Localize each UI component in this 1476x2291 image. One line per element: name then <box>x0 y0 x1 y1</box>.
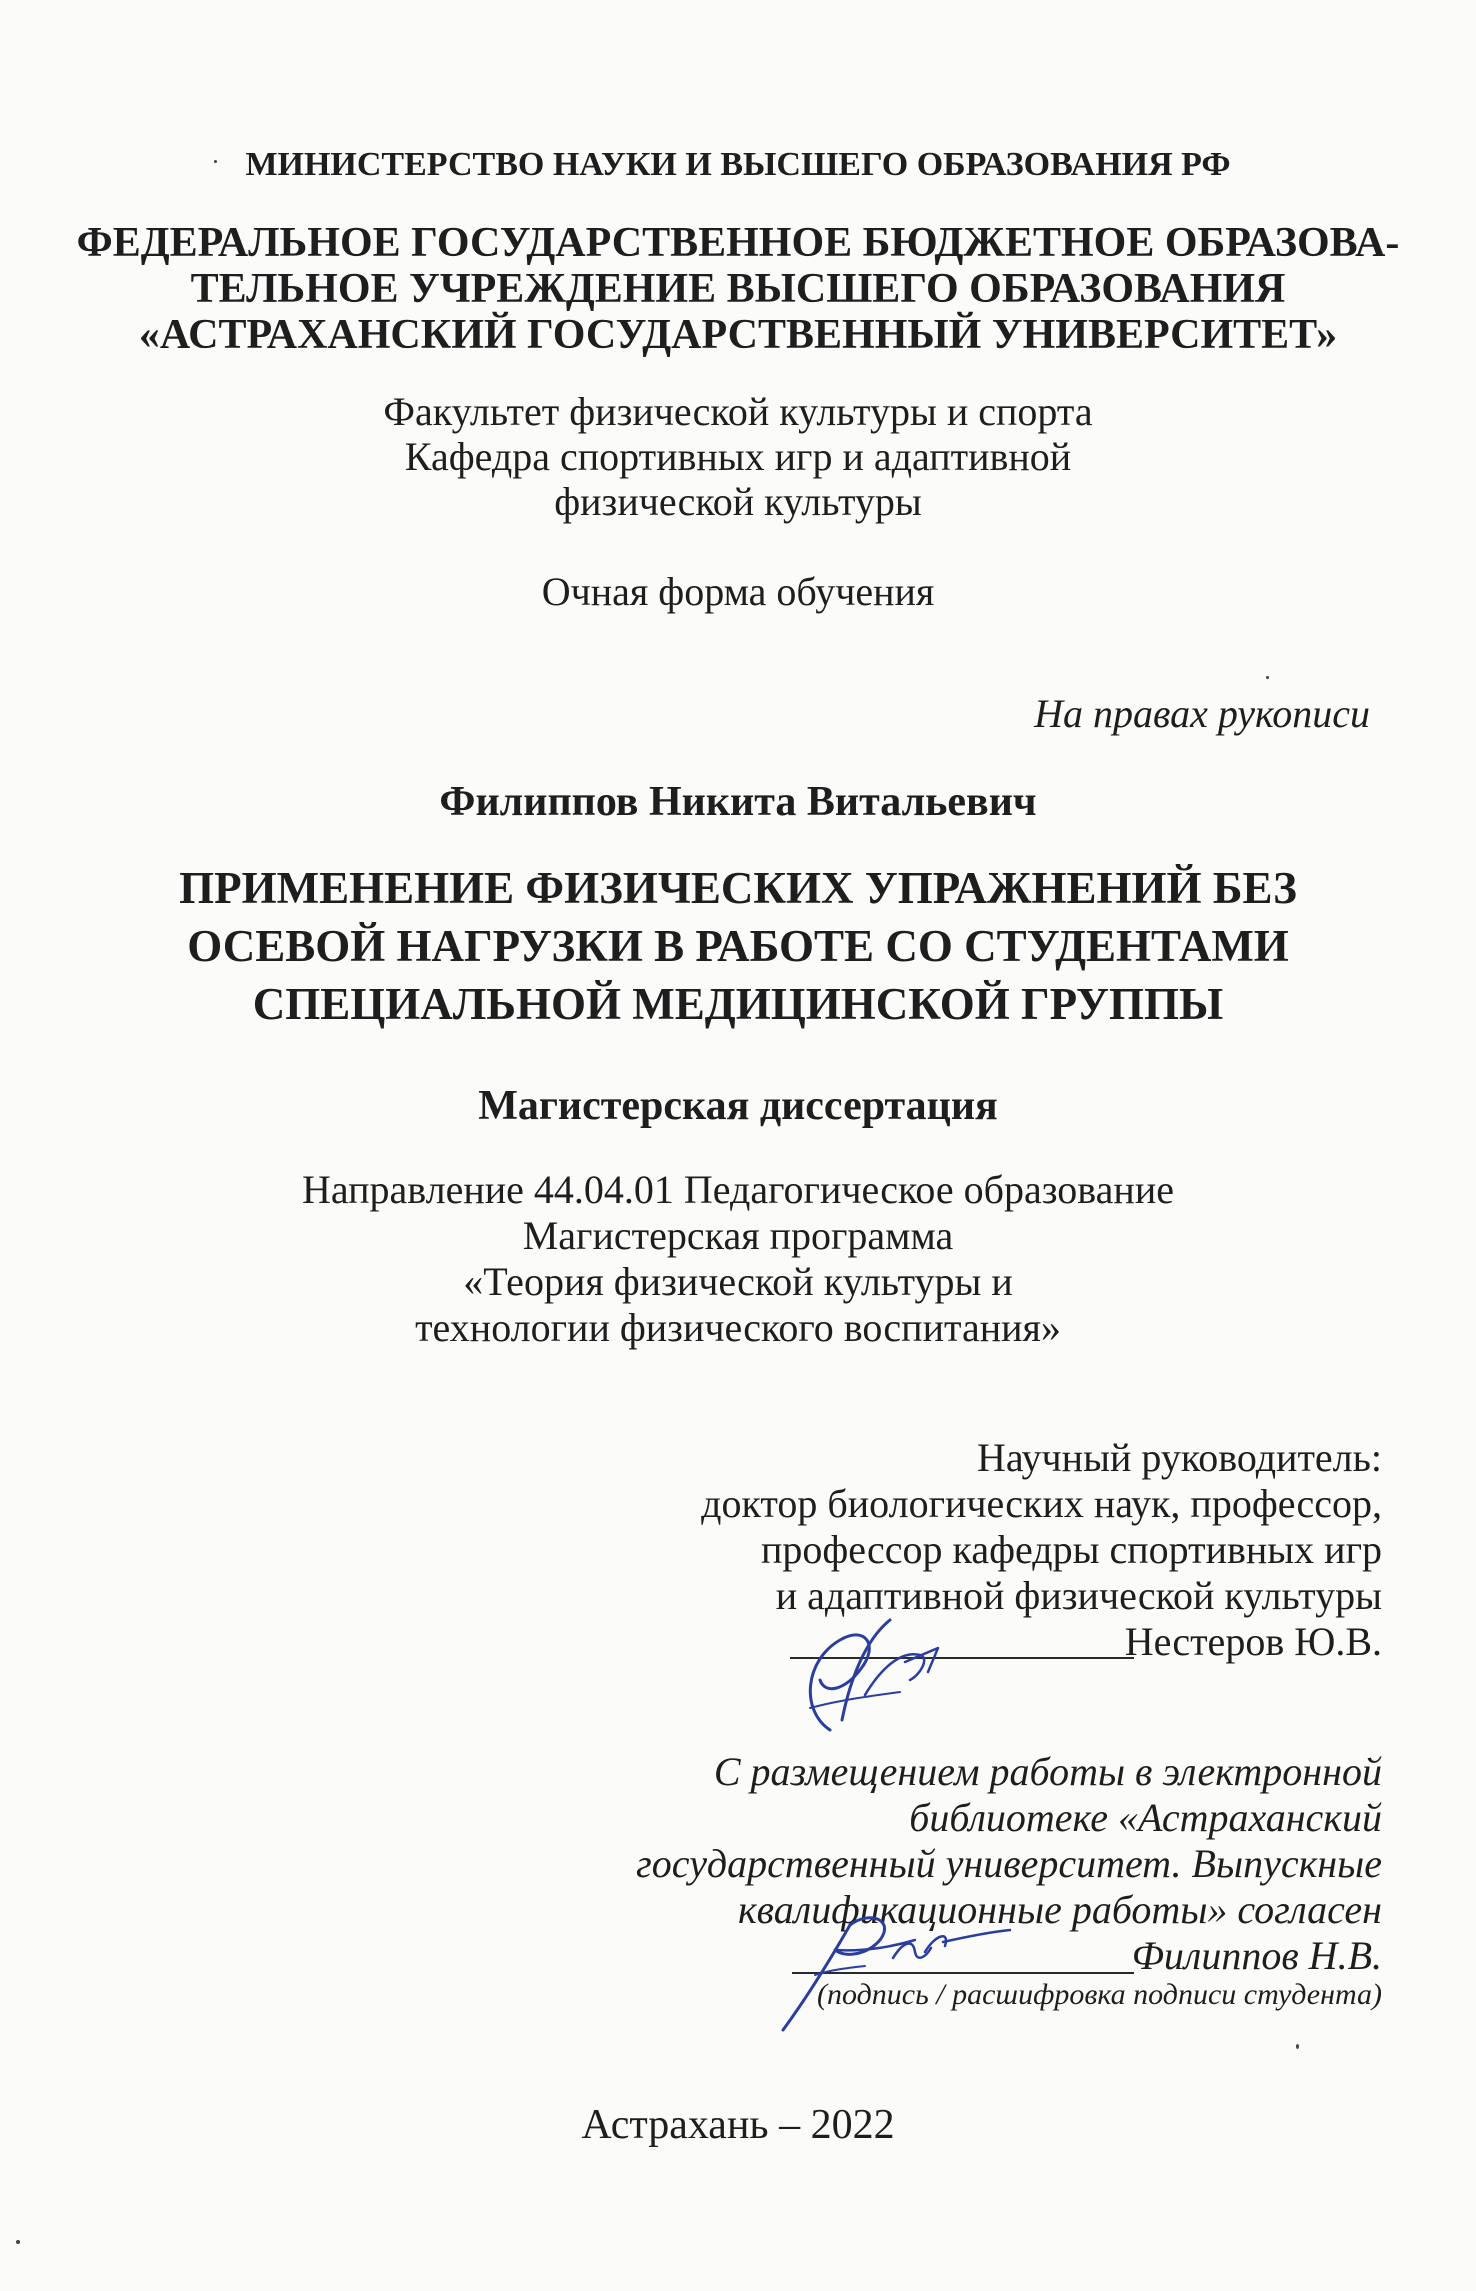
scan-speck <box>16 2240 20 2244</box>
institution-line-1: ФЕДЕРАЛЬНОЕ ГОСУДАРСТВЕННОЕ БЮДЖЕТНОЕ ОБРАЗОВА- <box>76 220 1400 266</box>
manuscript-note: На правах рукописи <box>1034 691 1370 736</box>
scan-speck <box>1266 676 1269 679</box>
author-name: Филиппов Никита Витальевич <box>439 779 1037 825</box>
ministry-name: МИНИСТЕРСТВО НАУКИ И ВЫСШЕГО ОБРАЗОВАНИЯ РФ <box>245 146 1231 183</box>
program-direction: Направление 44.04.01 Педагогическое образование <box>302 1167 1174 1212</box>
thesis-title-line-3: СПЕЦИАЛЬНОЙ МЕДИЦИНСКОЙ ГРУППЫ <box>252 979 1224 1029</box>
department-line-1: Кафедра спортивных игр и адаптивной <box>404 434 1072 479</box>
institution-line-3: «АСТРАХАНСКИЙ ГОСУДАРСТВЕННЫЙ УНИВЕРСИТЕТ» <box>138 312 1338 358</box>
department-line-2: физической культуры <box>554 479 922 524</box>
program-name-line-2: технологии физического воспитания» <box>415 1305 1061 1350</box>
study-form: Очная форма обучения <box>541 569 935 614</box>
thesis-title-line-2: ОСЕВОЙ НАГРУЗКИ В РАБОТЕ СО СТУДЕНТАМИ <box>187 921 1289 971</box>
supervisor-label: Научный руководитель: <box>976 1435 1382 1480</box>
work-type: Магистерская диссертация <box>478 1083 998 1129</box>
consent-line-3: государственный университет. Выпускные <box>636 1841 1382 1886</box>
supervisor-name: Нестеров Ю.В. <box>1124 1619 1382 1664</box>
supervisor-signature-line <box>790 1657 1134 1659</box>
consent-line-4: квалификационные работы» согласен <box>737 1887 1382 1932</box>
student-name: Филиппов Н.В. <box>1131 1933 1382 1978</box>
supervisor-degree: доктор биологических наук, профессор, <box>701 1481 1382 1526</box>
supervisor-position-line-2: и адаптивной физической культуры <box>775 1573 1382 1618</box>
institution-line-2: ТЕЛЬНОЕ УЧРЕЖДЕНИЕ ВЫСШЕГО ОБРАЗОВАНИЯ <box>190 266 1286 312</box>
city-year: Астрахань – 2022 <box>581 2102 895 2148</box>
faculty-name: Факультет физической культуры и спорта <box>383 389 1093 434</box>
consent-line-1: С размещением работы в электронной <box>713 1749 1382 1794</box>
supervisor-signature <box>770 1600 970 1750</box>
scan-speck <box>214 160 217 163</box>
scan-speck <box>1296 2044 1299 2049</box>
thesis-title-line-1: ПРИМЕНЕНИЕ ФИЗИЧЕСКИХ УПРАЖНЕНИЙ БЕЗ <box>179 863 1297 913</box>
student-signature-line <box>792 1972 1134 1974</box>
supervisor-position-line-1: профессор кафедры спортивных игр <box>760 1527 1382 1572</box>
consent-line-2: библиотеке «Астраханский <box>909 1795 1382 1840</box>
signature-caption: (подпись / расшифровка подписи студента) <box>817 1978 1382 2011</box>
program-name-line-1: «Теория физической культуры и <box>463 1259 1013 1304</box>
program-label: Магистерская программа <box>522 1213 954 1258</box>
